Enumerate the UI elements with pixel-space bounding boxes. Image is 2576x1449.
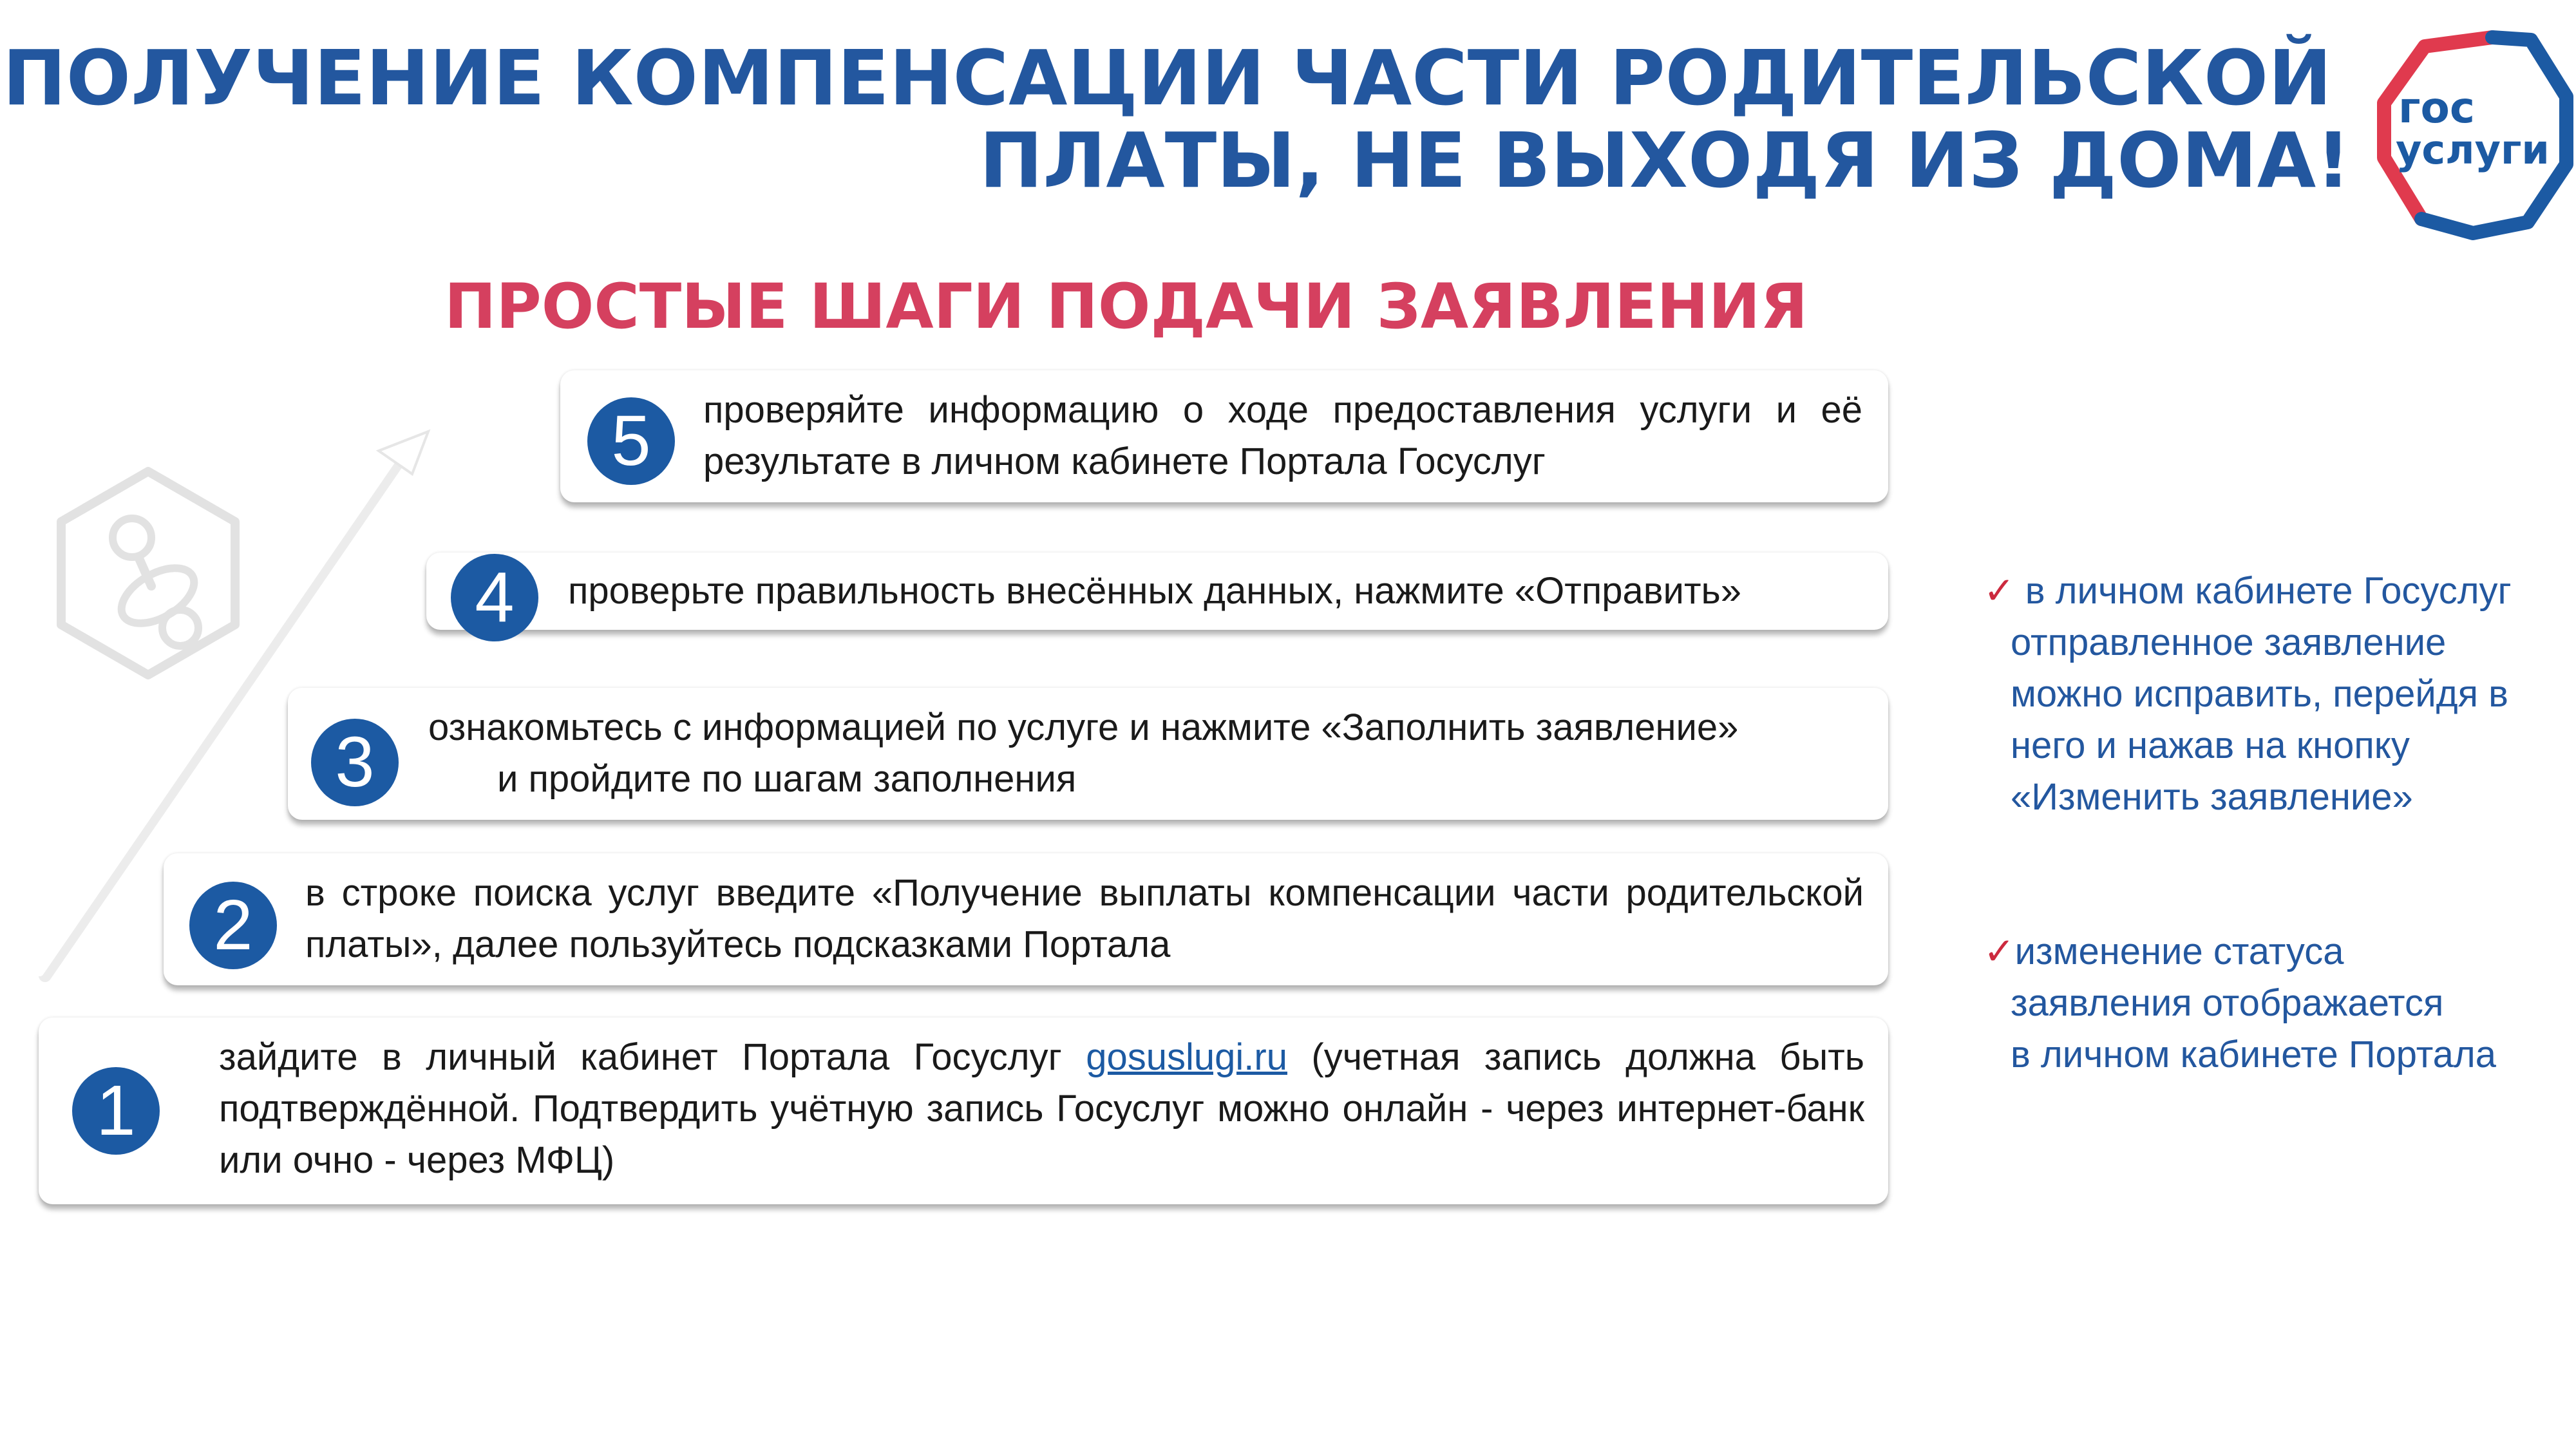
step-number-5: 5 (587, 397, 675, 485)
step-1-text-before: зайдите в личный кабинет Портала Госуслуг (219, 1036, 1062, 1078)
logo-text-uslugi: услуги (2396, 126, 2550, 173)
step-text-2: в строке поиска услуг введите «Получение выплаты компенсации части родительской платы», далее пользуйтесь подсказками Портала (305, 872, 1864, 965)
note-1-line-4: него и нажав на кнопку (2011, 724, 2410, 766)
step-card-2 (164, 853, 1888, 985)
note-1-line-3: можно исправить, перейдя в (2011, 673, 2508, 715)
step-text-5: проверяйте информацию о ходе предоставления услуги и её результате в личном кабинете Портала Госуслуг (703, 389, 1862, 482)
step-1-text-after: (учетная запись должна быть подтверждённой. Подтвердить учётную запись Госуслуг можно онлайн - через интернет-банк или очно - через МФЦ) (219, 1036, 1864, 1181)
note-1-line-2: отправленное заявление (2011, 621, 2447, 663)
gosuslugi-link[interactable]: gosuslugi.ru (1086, 1036, 1287, 1078)
step-text-3-line-1: ознакомьтесь с информацией по услуге и нажмите «Заполнить заявление» (428, 706, 1739, 748)
note-2-line-2: заявления отображается (2011, 982, 2444, 1024)
step-card-5 (560, 370, 1888, 502)
step-text-4: проверьте правильность внесённых данных, нажмите «Отправить» (568, 570, 1741, 612)
note-status-change (1984, 926, 2563, 1081)
page-title-line-1: ПОЛУЧЕНИЕ КОМПЕНСАЦИИ ЧАСТИ РОДИТЕЛЬСКОЙ (3, 33, 2332, 122)
step-card-4 (426, 553, 1888, 637)
section-subtitle: ПРОСТЫЕ ШАГИ ПОДАЧИ ЗАЯВЛЕНИЯ (444, 270, 1808, 343)
checkmark-icon: ✓ (1984, 931, 2015, 972)
note-2-line-3: в личном кабинете Портала (2011, 1034, 2497, 1075)
gosuslugi-logo (2376, 26, 2576, 245)
step-number-4: 4 (451, 554, 538, 641)
checkmark-icon: ✓ (1984, 570, 2015, 612)
step-number-2: 2 (189, 882, 277, 969)
page-title-line-2: ПЛАТЫ, НЕ ВЫХОДЯ ИЗ ДОМА! (979, 116, 2351, 205)
note-edit-application (1984, 565, 2563, 823)
step-text-3-line-2: и пройдите по шагам заполнения (497, 758, 1077, 800)
note-1-line-1: в личном кабинете Госуслуг (2025, 570, 2512, 612)
note-1-line-5: «Изменить заявление» (2011, 776, 2413, 818)
step-text-1 (219, 1032, 1864, 1186)
step-card-3 (288, 688, 1888, 820)
step-number-1: 1 (72, 1067, 160, 1155)
step-card-1 (39, 1018, 1888, 1204)
note-2-line-1: изменение статуса (2014, 931, 2344, 972)
step-number-3: 3 (311, 719, 399, 806)
logo-text-gos: гос (2398, 83, 2475, 133)
